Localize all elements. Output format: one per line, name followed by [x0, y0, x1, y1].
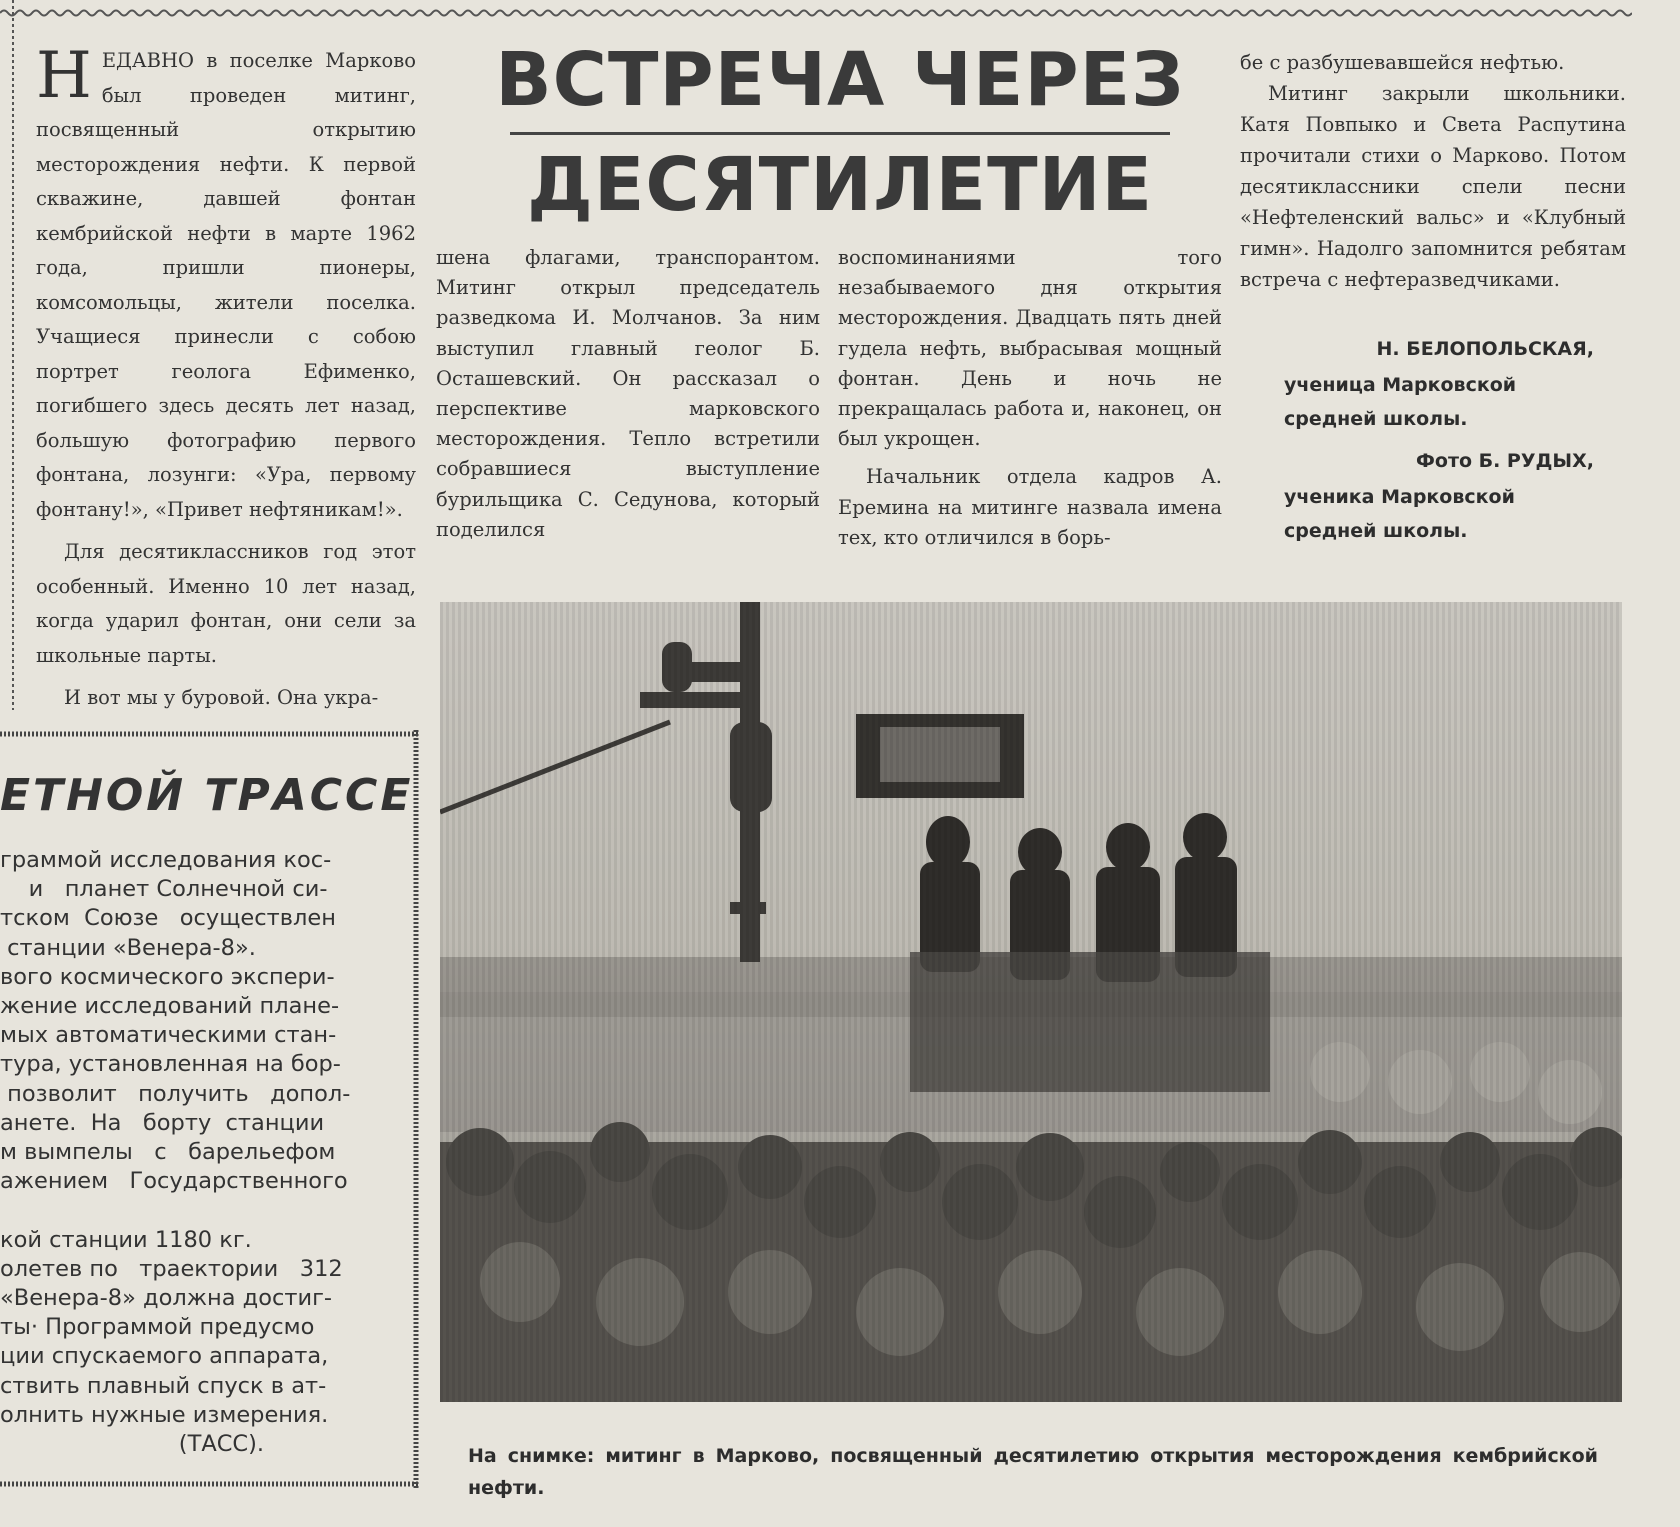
photo-credit-name: Фото Б. РУДЫХ,: [1416, 450, 1594, 472]
tass-body-text: граммой исследования кос- и планет Солнечной си- тском Союзе осуществлен станции «Венера-8». вого космического экспери- жение исследований плане- мых автоматическими стан- тура, установленная на бор- позволит получить допол- анете. На борту станции м вымпелы с барельефом ажением Государственного кой станции 1180 кг. олетев по траектории 312 «Венера-8» должна достиг- ты· Программой предусмо ции спускаемого аппарата, ствить плавный спуск в ат- олнить нужные измерения. (ТАСС).: [0, 847, 351, 1458]
column-4-paragraph-1: бе с разбушевавшейся нефтью.: [1240, 51, 1565, 74]
article-column-2: [436, 243, 820, 545]
tass-headline: ЕТНОЙ ТРАССЕ: [0, 770, 414, 821]
column-1-paragraph-1: ЕДАВНО в поселке Марково был проведен митинг, посвященный открытию месторождения нефти. К первой скважине, давшей фонтан кембрийской нефти в марте 1962 года, пришли пионеры, комсомольцы, жители поселка. Учащиеся принесли с собою портрет геолога Ефименко, погибшего здесь десять лет назад, большую фотографию первого фонтана, лозунги: «Ура, первому фонтану!», «Привет нефтяникам!».: [36, 49, 416, 521]
title-divider: [510, 132, 1170, 135]
title-line-1: ВСТРЕЧА ЧЕРЕЗ: [495, 37, 1185, 123]
tass-news-box: [0, 730, 420, 1488]
article-column-3: [838, 243, 1222, 553]
column-1-paragraph-2: Для десятиклассников год этот особенный. Именно 10 лет назад, когда ударил фонтан, они сели за школьные парты.: [36, 540, 416, 667]
drop-cap: Н: [36, 39, 92, 113]
column-3-paragraph-2: Начальник отдела кадров А. Еремина на митинге назвала имена тех, кто отличился в борь-: [838, 465, 1222, 549]
title-line-2: ДЕСЯТИЛЕТИЕ: [526, 142, 1154, 228]
column-3-paragraph-1: воспоминаниями того незабываемого дня открытия месторождения. Двадцать пять дней гудела нефть, выбрасывая мощный фонтан. День и ночь не прекращалась работа и, наконец, он был укрощен.: [838, 246, 1222, 451]
author-name: Н. БЕЛОПОЛЬСКАЯ,: [1376, 338, 1594, 360]
article-column-1: [36, 39, 416, 716]
column-2-text: шена флагами, транспорантом. Митинг открыл председатель разведкома И. Молчанов. За ним выступил главный геолог Б. Осташевский. Он рассказал о перспективе марковского месторождения. Тепло встретили собравшиеся выступление бурильщика С. Седунова, который поделился: [436, 246, 820, 541]
article-title: [470, 37, 1210, 228]
column-1-paragraph-3: И вот мы у буровой. Она укра-: [64, 686, 379, 709]
rally-photo: [440, 602, 1622, 1402]
photo-credit-role: ученика Марковской средней школы.: [1284, 486, 1515, 542]
article-column-4: [1240, 47, 1626, 295]
author-role: ученица Марковской средней школы.: [1284, 374, 1517, 430]
column-4-paragraph-2: Митинг закрыли школьники. Катя Повпыко и Света Распутина прочитали стихи о Марково. Потом десятиклассники спели песни «Нефтеленский вальс» и «Клубный гимн». Надолго запомнится ребятам встреча с нефтеразведчиками.: [1240, 82, 1626, 291]
left-wavy-rule: [10, 0, 16, 710]
top-wavy-rule: [0, 8, 1632, 18]
photo-caption: На снимке: митинг в Марково, посвященный десятилетию открытия месторождения кембрийской нефти.: [468, 1445, 1598, 1499]
